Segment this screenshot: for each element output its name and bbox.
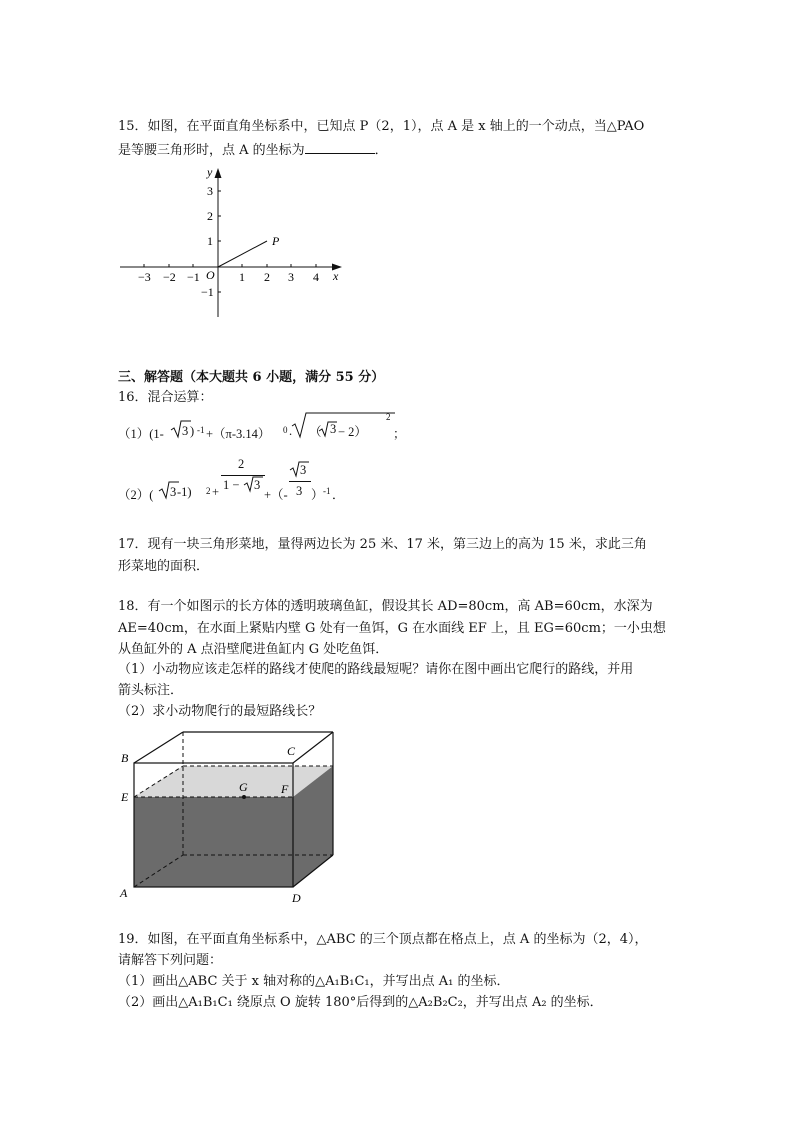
x-axis-label: x: [333, 269, 339, 283]
q18-line5: 箭头标注．: [118, 683, 184, 698]
y-tick-label: 3: [207, 184, 213, 198]
q16-p1-exp0: 0: [283, 425, 288, 435]
x-tick-label: −1: [187, 270, 200, 284]
q16-p1-square: 2: [386, 412, 391, 422]
label-f: F: [281, 782, 289, 796]
q16-p1-dot: .: [289, 424, 293, 438]
q16-p1-sqrt3: 3: [182, 424, 189, 438]
q17-line1: 17．现有一块三角形菜地，量得两边长为 25 米、17 米，第三边上的高为 15 米，求此三角: [118, 537, 647, 552]
q16-p2-plus2: +（-: [264, 488, 288, 502]
q16-p1-inner-open: （: [309, 425, 322, 439]
sqrt-icon: [170, 418, 195, 440]
q19-line3: （1）画出△ABC 关于 x 轴对称的△A₁B₁C₁，并写出点 A₁ 的坐标．: [118, 974, 510, 989]
q15-line1: 15．如图，在平面直角坐标系中，已知点 P（2，1），点 A 是 x 轴上的一个动点，当△PAO: [118, 119, 645, 134]
q16-p2-close: ）: [311, 488, 324, 502]
q16-p1-plus-pi: +（π-3.14）: [206, 427, 271, 441]
q16-p2-end: ．: [332, 488, 345, 502]
label-g: G: [239, 780, 248, 794]
q19-line4: （2）画出△A₁B₁C₁ 绕原点 O 旋转 180°后得到的△A₂B₂C₂，并写出点 A₂ 的坐标．: [118, 995, 603, 1010]
x-tick-label: 3: [288, 270, 294, 284]
q18-line1: 18．有一个如图示的长方体的透明玻璃鱼缸，假设其长 AD=80cm，高 AB=60cm，水深为: [118, 599, 653, 614]
q16-p2-exp2: 2: [206, 486, 211, 496]
x-tick-label: −3: [138, 270, 151, 284]
q16-p2-frac2-num: 3: [300, 463, 307, 477]
point-p-label: P: [272, 234, 280, 248]
y-axis-arrow-icon: [215, 168, 222, 178]
x-tick-label: 1: [239, 270, 245, 284]
answer-blank: [305, 141, 375, 154]
q16-p1-end: ；: [393, 427, 406, 441]
q16-p2-minus1: -1): [177, 485, 192, 499]
y-tick-label: 1: [207, 234, 213, 248]
label-d: D: [292, 891, 301, 905]
segment-op: [218, 241, 267, 267]
origin-label: O: [206, 268, 215, 282]
x-tick-label: 4: [313, 270, 319, 284]
q16-p2-sqrt3: 3: [170, 485, 177, 499]
q18-line3: 从鱼缸外的 A 点沿壁爬进鱼缸内 G 处吃鱼饵．: [118, 642, 389, 657]
q18-line4: （1）小动物应该走怎样的路线才使爬的路线最短呢？请你在图中画出它爬行的路线，并用: [118, 662, 634, 677]
label-e: E: [121, 790, 129, 804]
q15-line2-text: 是等腰三角形时，点 A 的坐标为: [118, 143, 305, 158]
q15-coordinate-graph: [110, 160, 360, 325]
q19-line2: 请解答下列问题：: [118, 953, 223, 968]
q16-title: 16．混合运算：: [118, 390, 213, 405]
q16-p2-frac-den: 1 −: [223, 478, 240, 492]
fraction-bar: [289, 481, 311, 482]
bait-point-g: [242, 795, 246, 799]
q16-p1-close: ): [190, 424, 195, 438]
q16-p2-frac-den-sqrt3: 3: [254, 478, 261, 492]
q19-line1: 19．如图，在平面直角坐标系中，△ABC 的三个顶点都在格点上，点 A 的坐标为（2，4），: [118, 932, 648, 947]
y-tick-label: 2: [207, 209, 213, 223]
y-tick-label: −1: [201, 285, 214, 299]
water-front-face: [134, 797, 293, 887]
q15-line2: [118, 141, 388, 160]
fish-tank-figure: [115, 722, 345, 907]
q17-line2: 形菜地的面积．: [118, 559, 210, 574]
q16-p2-expm1: -1: [323, 486, 331, 496]
label-a: A: [120, 886, 128, 900]
q16-p2-prefix: （2）(: [118, 488, 154, 502]
x-tick-label: 2: [264, 270, 270, 284]
q18-line2: AE=40cm，在水面上紧贴内壁 G 处有一鱼饵，G 在水面线 EF 上，且 EG=60cm；一小虫想: [118, 621, 666, 636]
section-heading: 三、解答题（本大题共 6 小题，满分 55 分）: [118, 370, 385, 385]
q16-p1-inner-rest: − 2）: [338, 425, 367, 439]
label-c: C: [287, 744, 296, 758]
q16-p1-inner-sqrt3: 3: [330, 422, 337, 436]
q16-p2-plus1: +: [212, 485, 220, 499]
q16-p2-frac-num: 2: [238, 457, 245, 471]
q16-p1-prefix: （1）(1-: [118, 427, 164, 441]
q15-line2-end: ．: [374, 143, 388, 158]
x-tick-label: −2: [163, 270, 176, 284]
y-axis-label: y: [207, 165, 213, 179]
q16-p1-exp1: -1: [197, 425, 205, 435]
q16-p2-frac2-den: 3: [296, 484, 303, 498]
q18-line6: （2）求小动物爬行的最短路线长？: [118, 704, 322, 719]
label-b: B: [121, 751, 129, 765]
